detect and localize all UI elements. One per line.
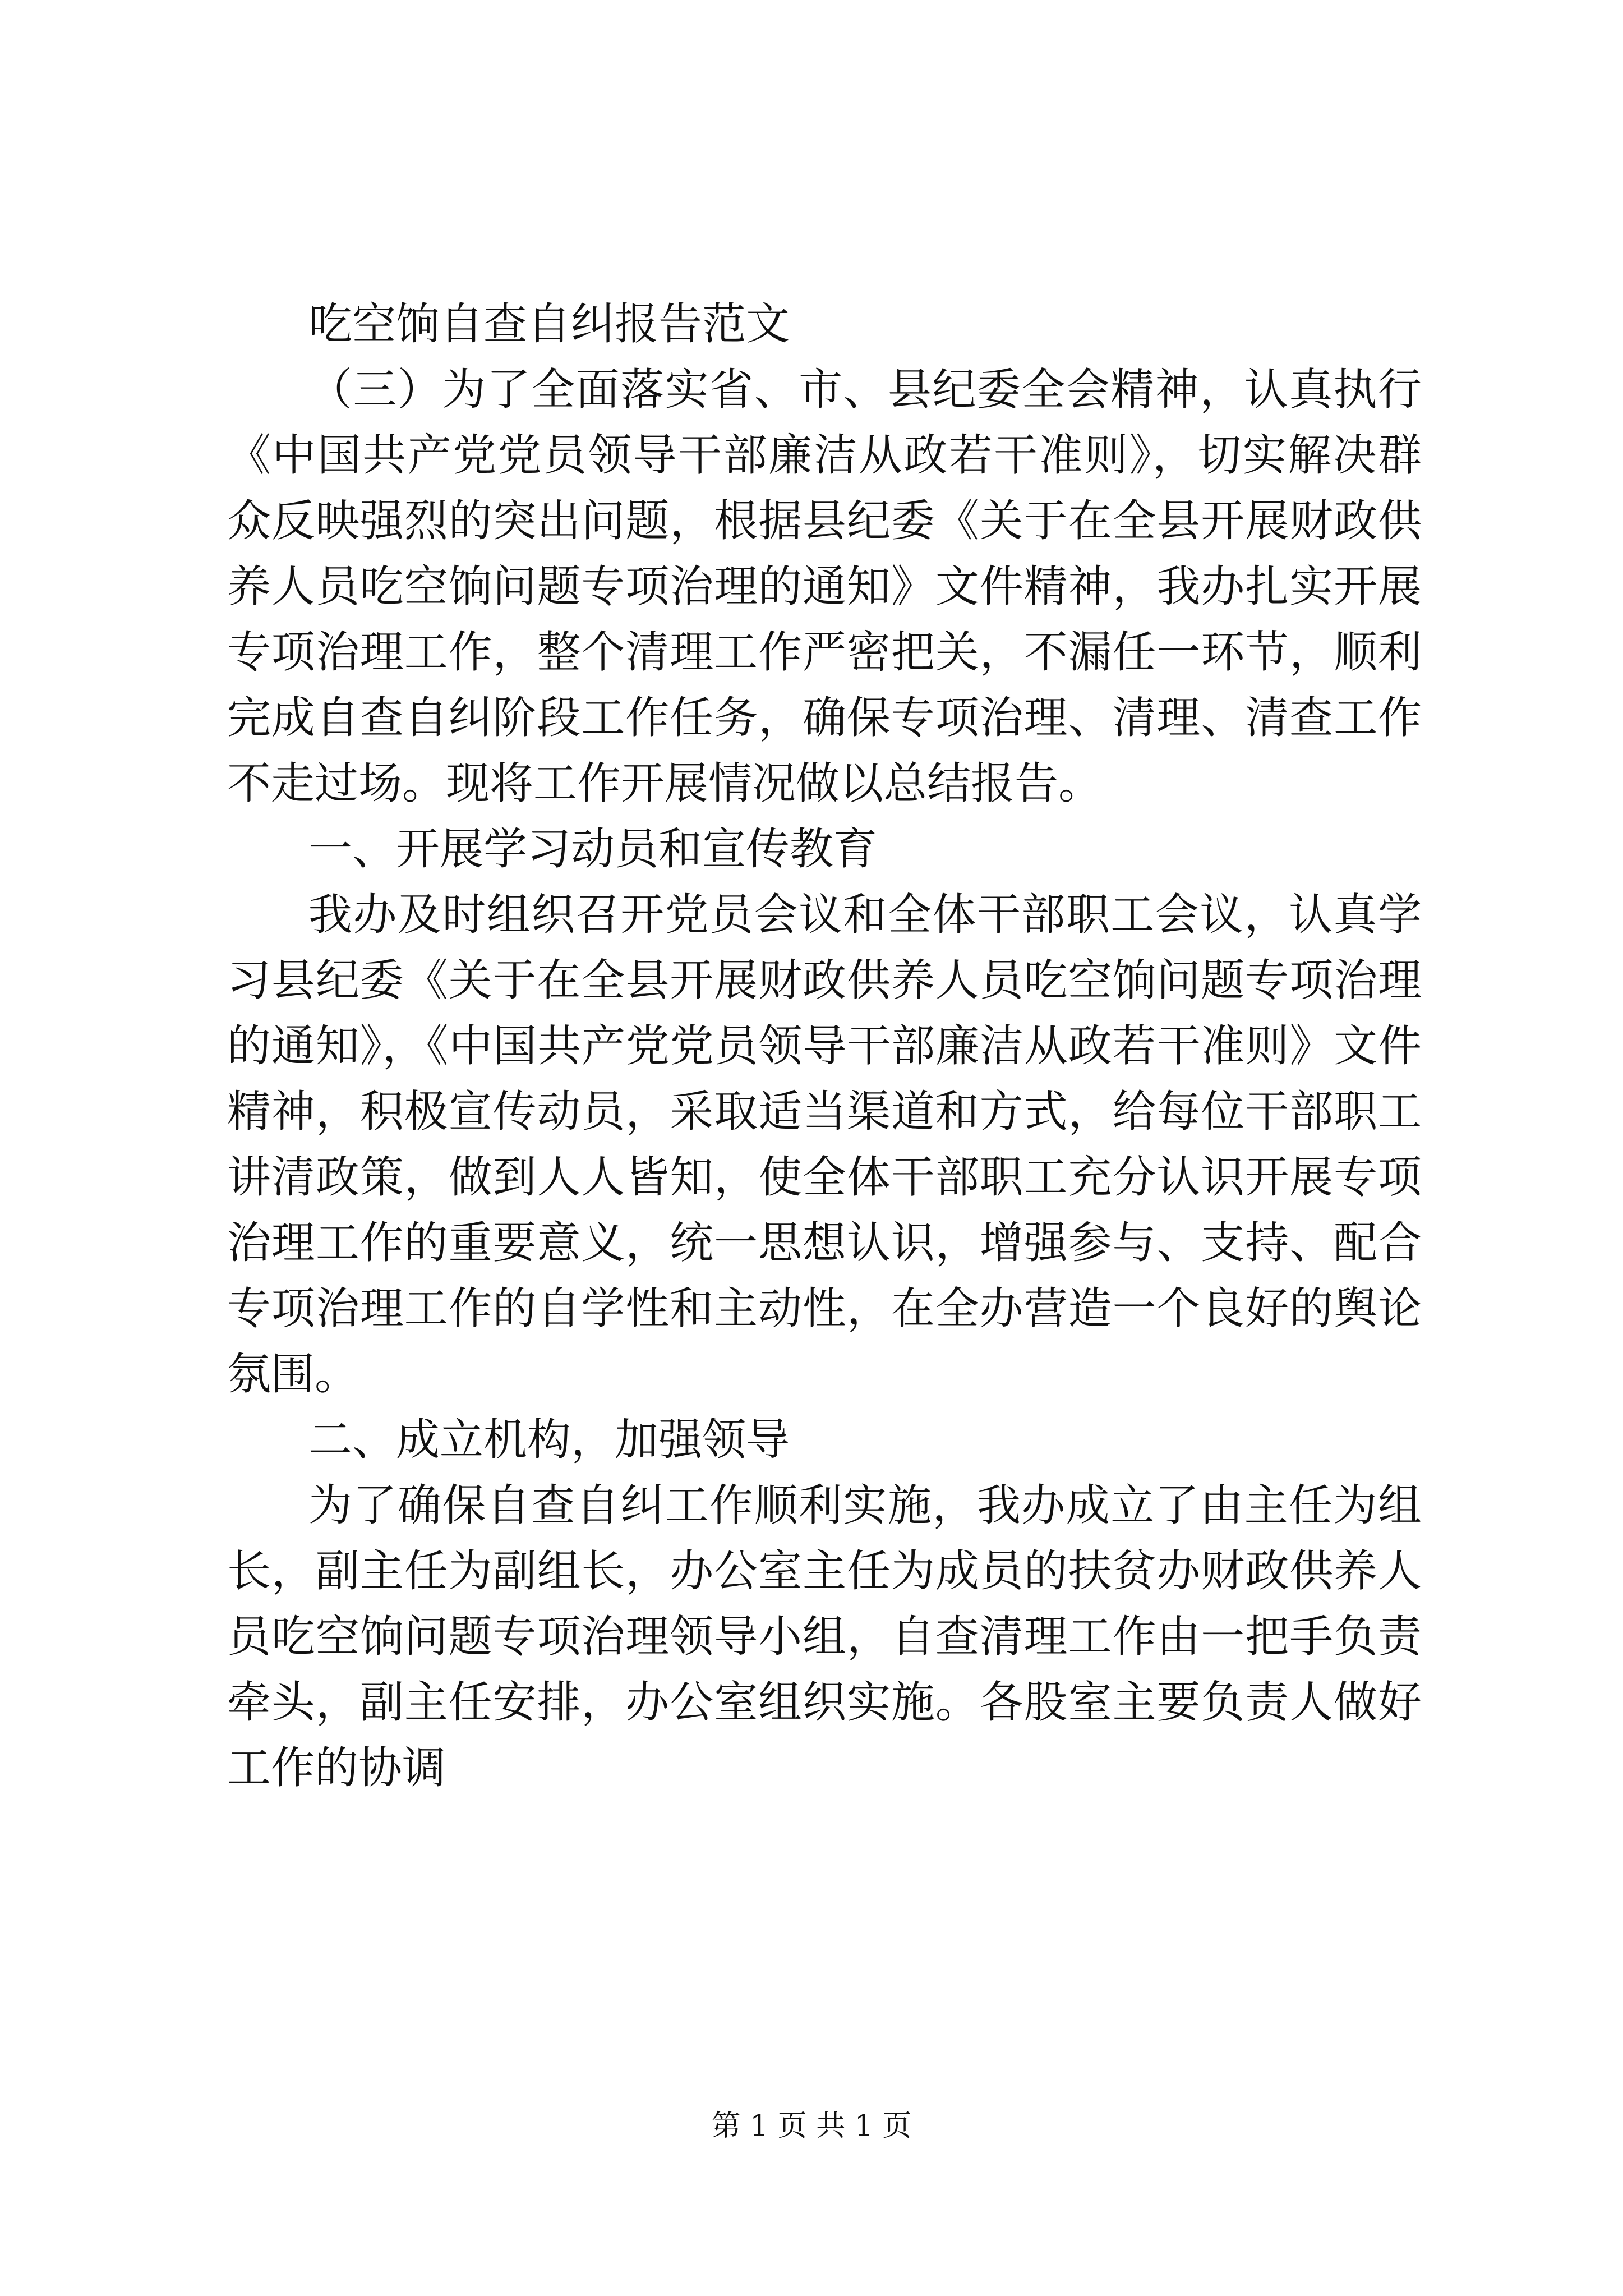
document-title: 吃空饷自查自纠报告范文 <box>308 299 790 349</box>
section-heading-1: 一、开展学习动员和宣传教育 <box>308 824 878 875</box>
document-body <box>227 292 1422 1801</box>
section-heading-2: 二、成立机构，加强领导 <box>308 1415 790 1465</box>
paragraph-section-2: 为了确保自查自纠工作顺利实施，我办成立了由主任为组长，副主任为副组长，办公室主任为成员的扶贫办财政供养人员吃空饷问题专项治理领导小组，自查清理工作由一把手负责牵头，副主任安排，办公室组织实施。各股室主要负责人做好工作的协调 <box>227 1480 1422 1793</box>
paragraph-intro: （三）为了全面落实省、市、县纪委全会精神，认真执行《中国共产党党员领导干部廉洁从政若干准则》，切实解决群众反映强烈的突出问题，根据县纪委《关于在全县开展财政供养人员吃空饷问题专项治理的通知》文件精神，我办扎实开展专项治理工作，整个清理工作严密把关，不漏任一环节，顺利完成自查自纠阶段工作任务，确保专项治理、清理、清查工作不走过场。现将工作开展情况做以总结报告。 <box>227 365 1422 809</box>
paragraph-section-1: 我办及时组织召开党员会议和全体干部职工会议，认真学习县纪委《关于在全县开展财政供养人员吃空饷问题专项治理的通知》，《中国共产党党员领导干部廉洁从政若干准则》文件精神，积极宣传动员，采取适当渠道和方式，给每位干部职工讲清政策，做到人人皆知，使全体干部职工充分认识开展专项治理工作的重要意义，统一思想认识，增强参与、支持、配合专项治理工作的自学性和主动性，在全办营造一个良好的舆论氛围。 <box>227 890 1422 1400</box>
page-number-footer: 第 1 页 共 1 页 <box>711 2109 912 2143</box>
